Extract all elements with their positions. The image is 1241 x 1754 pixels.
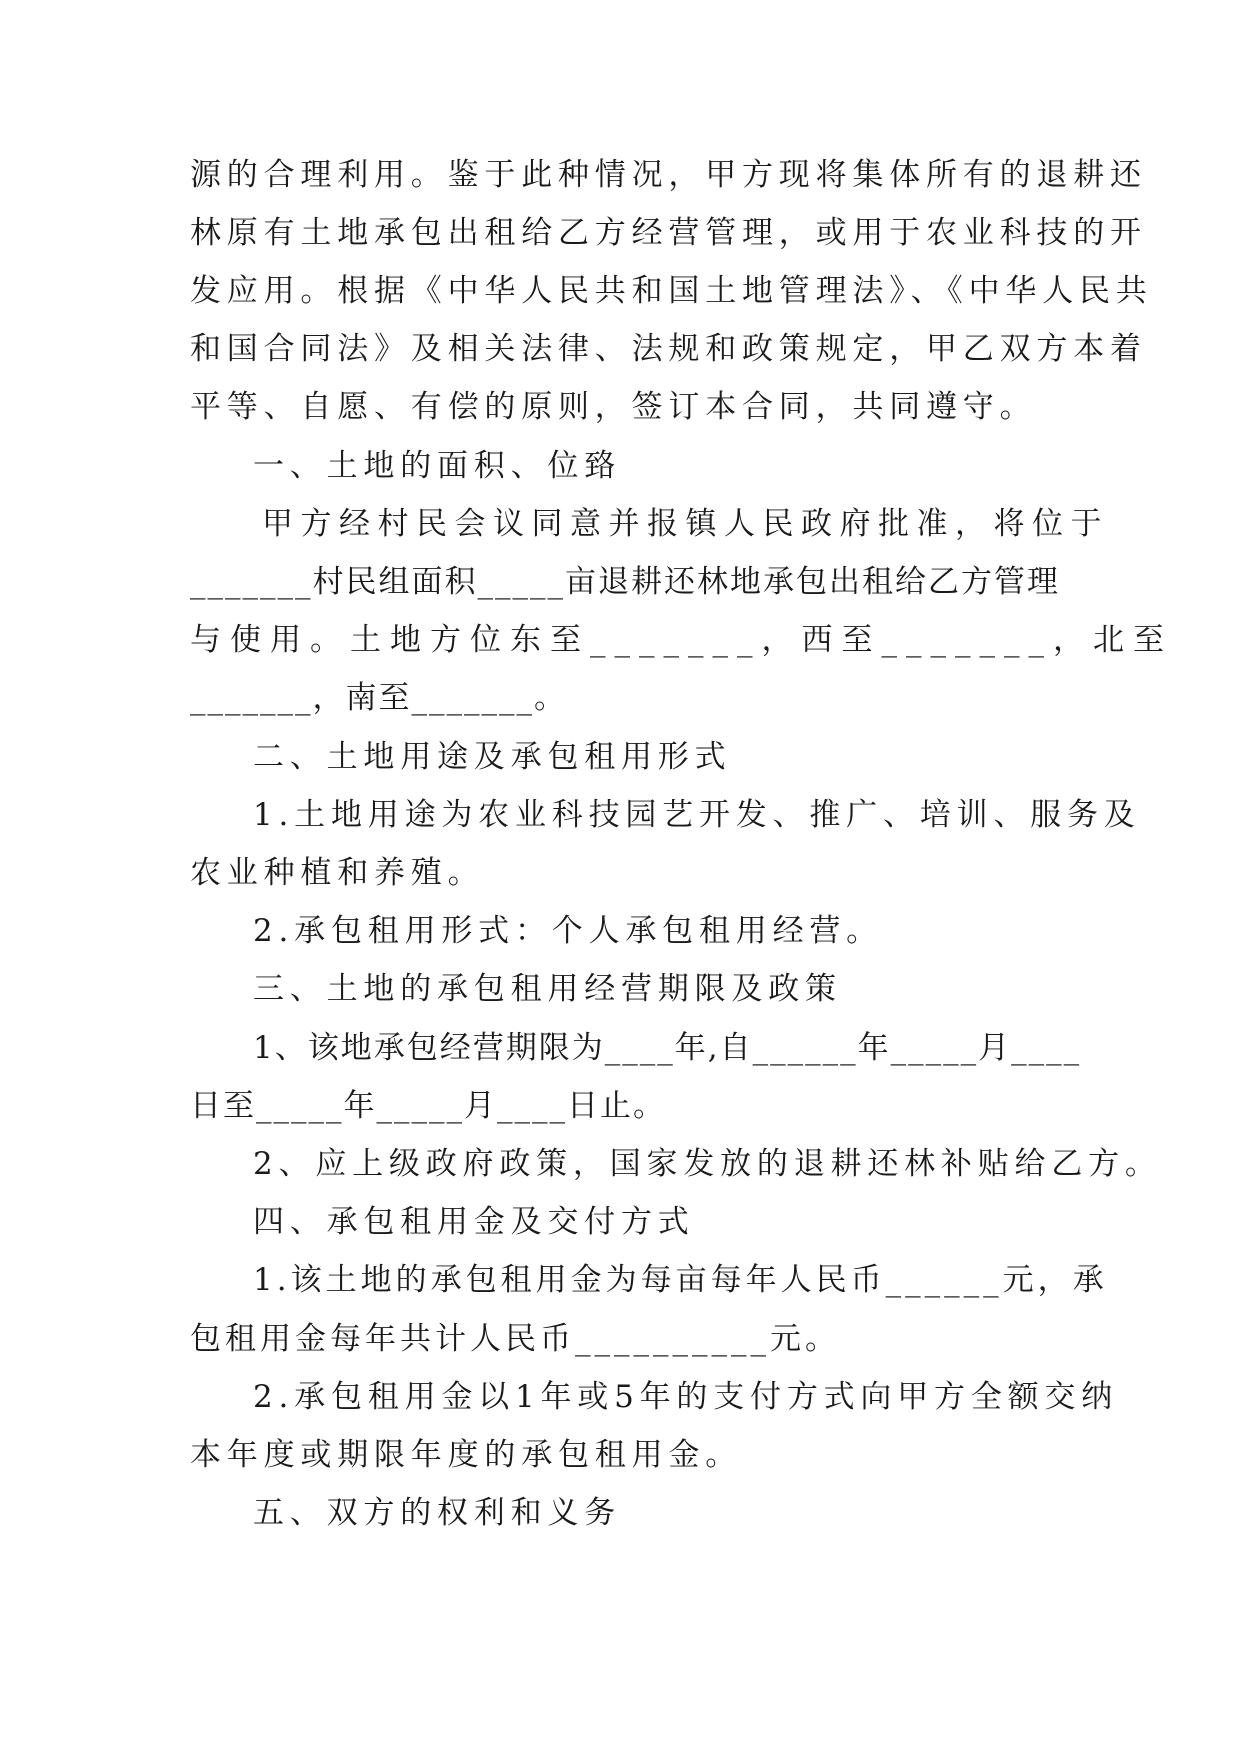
section-heading: 一、土地的面积、位臵 <box>253 448 621 484</box>
paragraph-line: 2、应上级政府政策，国家发放的退耕还林补贴给乙方。 <box>253 1146 1162 1182</box>
paragraph-line: _______村民组面积_____亩退耕还林地承包出租给乙方管理 <box>190 564 1060 600</box>
section-heading: 二、土地用途及承包租用形式 <box>253 739 732 775</box>
paragraph-line: 平等、自愿、有偿的原则，签订本合同，共同遵守。 <box>190 389 1037 425</box>
paragraph-line: 和国合同法》及相关法律、法规和政策规定，甲乙双方本着 <box>190 331 1147 367</box>
paragraph-line: 发应用。根据《中华人民共和国土地管理法》、《中华人民共 <box>190 273 1153 309</box>
paragraph-line: 2.承包租用形式：个人承包租用经营。 <box>253 913 883 949</box>
paragraph-line: 本年度或期限年度的承包租用金。 <box>190 1437 742 1473</box>
paragraph-line: _______，南至_______。 <box>190 680 567 716</box>
paragraph-line: 与使用。土地方位东至_______，西至_______，北至 <box>190 622 1173 658</box>
paragraph-line: 农业种植和养殖。 <box>190 855 485 891</box>
paragraph-line: 1.土地用途为农业科技园艺开发、推广、培训、服务及 <box>253 797 1141 833</box>
paragraph-line: 包租用金每年共计人民币__________元。 <box>190 1321 840 1357</box>
section-heading: 三、土地的承包租用经营期限及政策 <box>253 971 842 1007</box>
paragraph-line: 源的合理利用。鉴于此种情况，甲方现将集体所有的退耕还 <box>190 157 1147 193</box>
section-heading: 五、双方的权利和义务 <box>253 1495 621 1531</box>
paragraph-line: 2.承包租用金以1年或5年的支付方式向甲方全额交纳 <box>253 1379 1119 1415</box>
paragraph-line: 日至_____年_____月____日止。 <box>190 1088 666 1124</box>
section-heading: 四、承包租用金及交付方式 <box>253 1204 695 1240</box>
paragraph-line: 甲方经村民会议同意并报镇人民政府批准，将位于 <box>262 506 1109 542</box>
paragraph-line: 1.该土地的承包租用金为每亩每年人民币______元，承 <box>253 1262 1108 1298</box>
paragraph-line: 1、该地承包经营期限为____年,自______年_____月____ <box>253 1030 1082 1066</box>
paragraph-line: 林原有土地承包出租给乙方经营管理，或用于农业科技的开 <box>190 215 1147 251</box>
